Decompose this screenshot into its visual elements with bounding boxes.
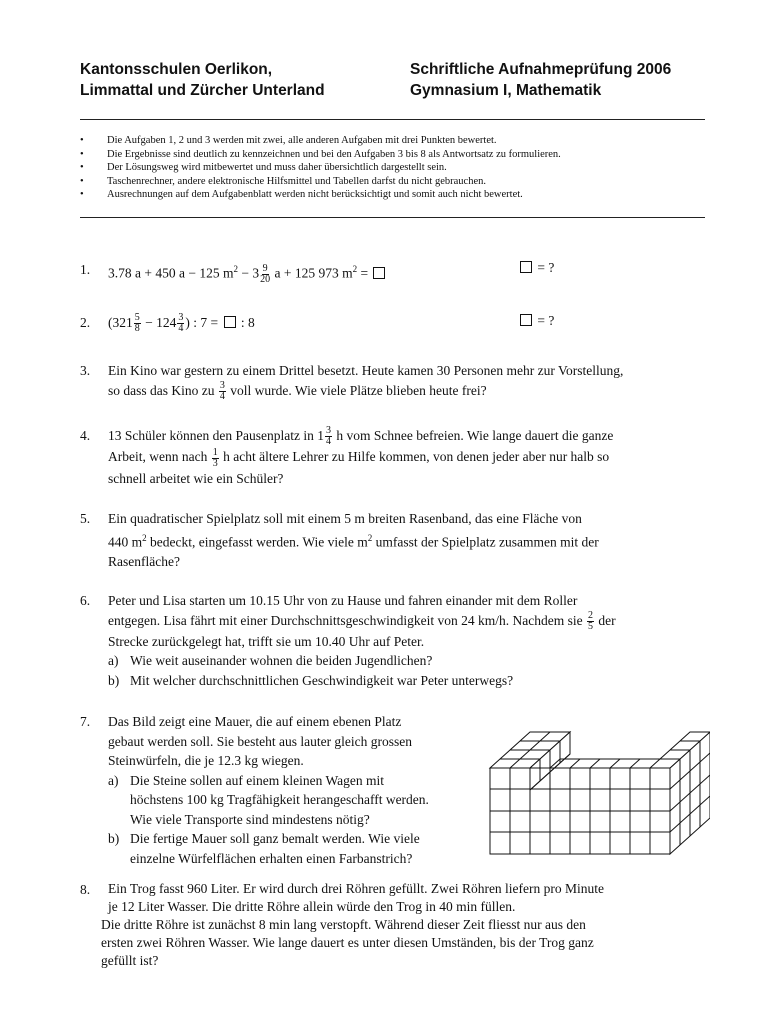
fraction: $\frac{9}{20}$ xyxy=(260,262,271,285)
fraction: $\frac{3}{4}$ xyxy=(178,312,184,335)
subquestion-b: b) Die fertige Mauer soll ganz bemalt werden. Wie viele xyxy=(108,831,420,846)
exam-title-line2: Gymnasium I, Mathematik xyxy=(410,82,602,99)
answer-box xyxy=(373,267,385,279)
answer-box xyxy=(520,314,532,326)
instructions-list xyxy=(80,134,705,202)
question-number: 2. xyxy=(80,315,91,330)
fraction: $\frac{1}{3}$ xyxy=(212,446,218,469)
question-6: 6. Peter und Lisa starten um 10.15 Uhr von zu Hause und fahren einander mit dem Roller entgegen. Lisa fährt mit einer Durchschnittsgeschwindigkeit von 24 km/h. Nachdem sie $\frac{2}{5}$ der Strecke zurückgelegt hat, trifft sie um 10.40 Uhr auf Peter. a) Wie weit auseinander wohnen die beiden Jugendlichen? b) Mit welcher durchschnittlichen Geschwindigkeit war Peter unterwegs? xyxy=(80,591,710,690)
fraction: $\frac{5}{8}$ xyxy=(134,312,140,335)
answer-box xyxy=(520,261,532,273)
question-number: 6. xyxy=(80,593,91,608)
answer-field-1: = ? xyxy=(518,260,554,276)
exam-title xyxy=(410,59,671,101)
question-3: 3. Ein Kino war gestern zu einem Drittel besetzt. Heute kamen 30 Personen mehr zur Vorstellung, so dass das Kino zu $\frac{3}{4}$ voll wurde. Wie viele Plätze blieben heute frei? xyxy=(80,363,624,402)
divider-bottom xyxy=(80,217,705,218)
instruction-item: • Ausrechnungen auf dem Aufgabenblatt werden nicht berücksichtigt und somit auch nicht bewertet. xyxy=(80,189,523,200)
school-name xyxy=(80,59,325,101)
question-4: 4. 13 Schüler können den Pausenplatz in 1 $\frac{3}{4}$ h vom Schnee befreien. Wie lange dauert die ganze Arbeit, wenn nach $\frac{1}{3}$ h acht ältere Lehrer zu Hilfe kommen, von denen jeder aber nur halb so schnell arbeitet wie ein Schüler? xyxy=(80,425,614,486)
cube-wall-figure xyxy=(485,720,710,860)
instruction-item: • Der Lösungsweg wird mitbewertet und muss daher übersichtlich dargestellt sein. xyxy=(80,162,447,173)
question-2: 2. (321 $\frac{5}{8}$ − 124 $\frac{3}{4}$ ) : 7 = : 8 xyxy=(80,312,255,335)
answer-field-2: = ? xyxy=(518,313,554,329)
instruction-item: • Taschenrechner, andere elektronische Hilfsmittel und Tabellen darfst du nicht gebrauchen. xyxy=(80,175,486,187)
divider-top xyxy=(80,119,705,120)
exam-title-line1: Schriftliche Aufnahmeprüfung 2006 xyxy=(410,61,672,78)
subquestion-b: b) Mit welcher durchschnittlichen Geschwindigkeit war Peter unterwegs? xyxy=(108,672,514,688)
question-number: 8. xyxy=(80,882,91,897)
school-name-line2: Limmattal und Zürcher Unterland xyxy=(80,82,325,99)
question-5: 5. Ein quadratischer Spielplatz soll mit einem 5 m breiten Rasenband, das eine Fläche von 440 $m^2$ bedeckt, eingefasst werden. Wie viele $m^2$ umfasst der Spielplatz zusammen mit der Rasenfläche? xyxy=(80,511,599,569)
instruction-item: • Die Ergebnisse sind deutlich zu kennzeichnen und bei den Aufgaben 3 bis 8 als Antwortsatz zu formulieren. xyxy=(80,148,561,160)
question-7: 7. Das Bild zeigt eine Mauer, die auf einem ebenen Platz gebaut werden soll. Sie besteht aus lauter gleich grossen Steinwürfeln, die je 12.3 kg wiegen. a) Die Steine sollen auf einem kleinen Wagen mit höchstens 100 kg Tragfähigkeit herangeschafft werden. Wie viele Transporte sind mindestens nötig? b) Die fertige Mauer soll ganz bemalt werden. Wie viele einzelne Würfelflächen erhalten einen Farbanstrich? xyxy=(80,712,500,868)
question-8: 8. Ein Trog fasst 960 Liter. Er wird durch drei Röhren gefüllt. Zwei Röhren liefern pro Minute je 12 Liter Wasser. Die dritte Röhre allein würde den Trog in 40 min füllen. Die dritte Röhre ist zunächst 8 min lang verstopft. Während dieser Zeit fliesst nur aus den ersten zwei Röhren Wasser. Wie lange dauert es unter diesen Umständen, bis der Trog ganz gefüllt ist? xyxy=(80,881,605,968)
fraction: $\frac{3}{4}$ xyxy=(325,425,331,448)
subquestion-a: a) Wie weit auseinander wohnen die beiden Jugendlichen? xyxy=(108,653,433,669)
question-1: 1. 3.78 a + 450 a − 125 $m^2 - 3$ $\frac{9}{20}$ a + 125 973 $m^2$ = xyxy=(80,260,710,285)
fraction: $\frac{3}{4}$ xyxy=(219,379,225,402)
question-number: 5. xyxy=(80,511,91,526)
instruction-item: • Die Aufgaben 1, 2 und 3 werden mit zwei, alle anderen Aufgaben mit drei Punkten bewertet. xyxy=(80,135,497,146)
question-number: 7. xyxy=(80,714,91,729)
question-number: 4. xyxy=(80,428,91,443)
school-name-line1: Kantonsschulen Oerlikon, xyxy=(80,61,273,78)
fraction: $\frac{2}{5}$ xyxy=(588,609,594,632)
answer-box xyxy=(224,316,236,328)
question-number: 1. xyxy=(80,262,91,277)
subquestion-a: a) Die Steine sollen auf einem kleinen Wagen mit xyxy=(108,772,384,788)
question-number: 3. xyxy=(80,363,91,378)
